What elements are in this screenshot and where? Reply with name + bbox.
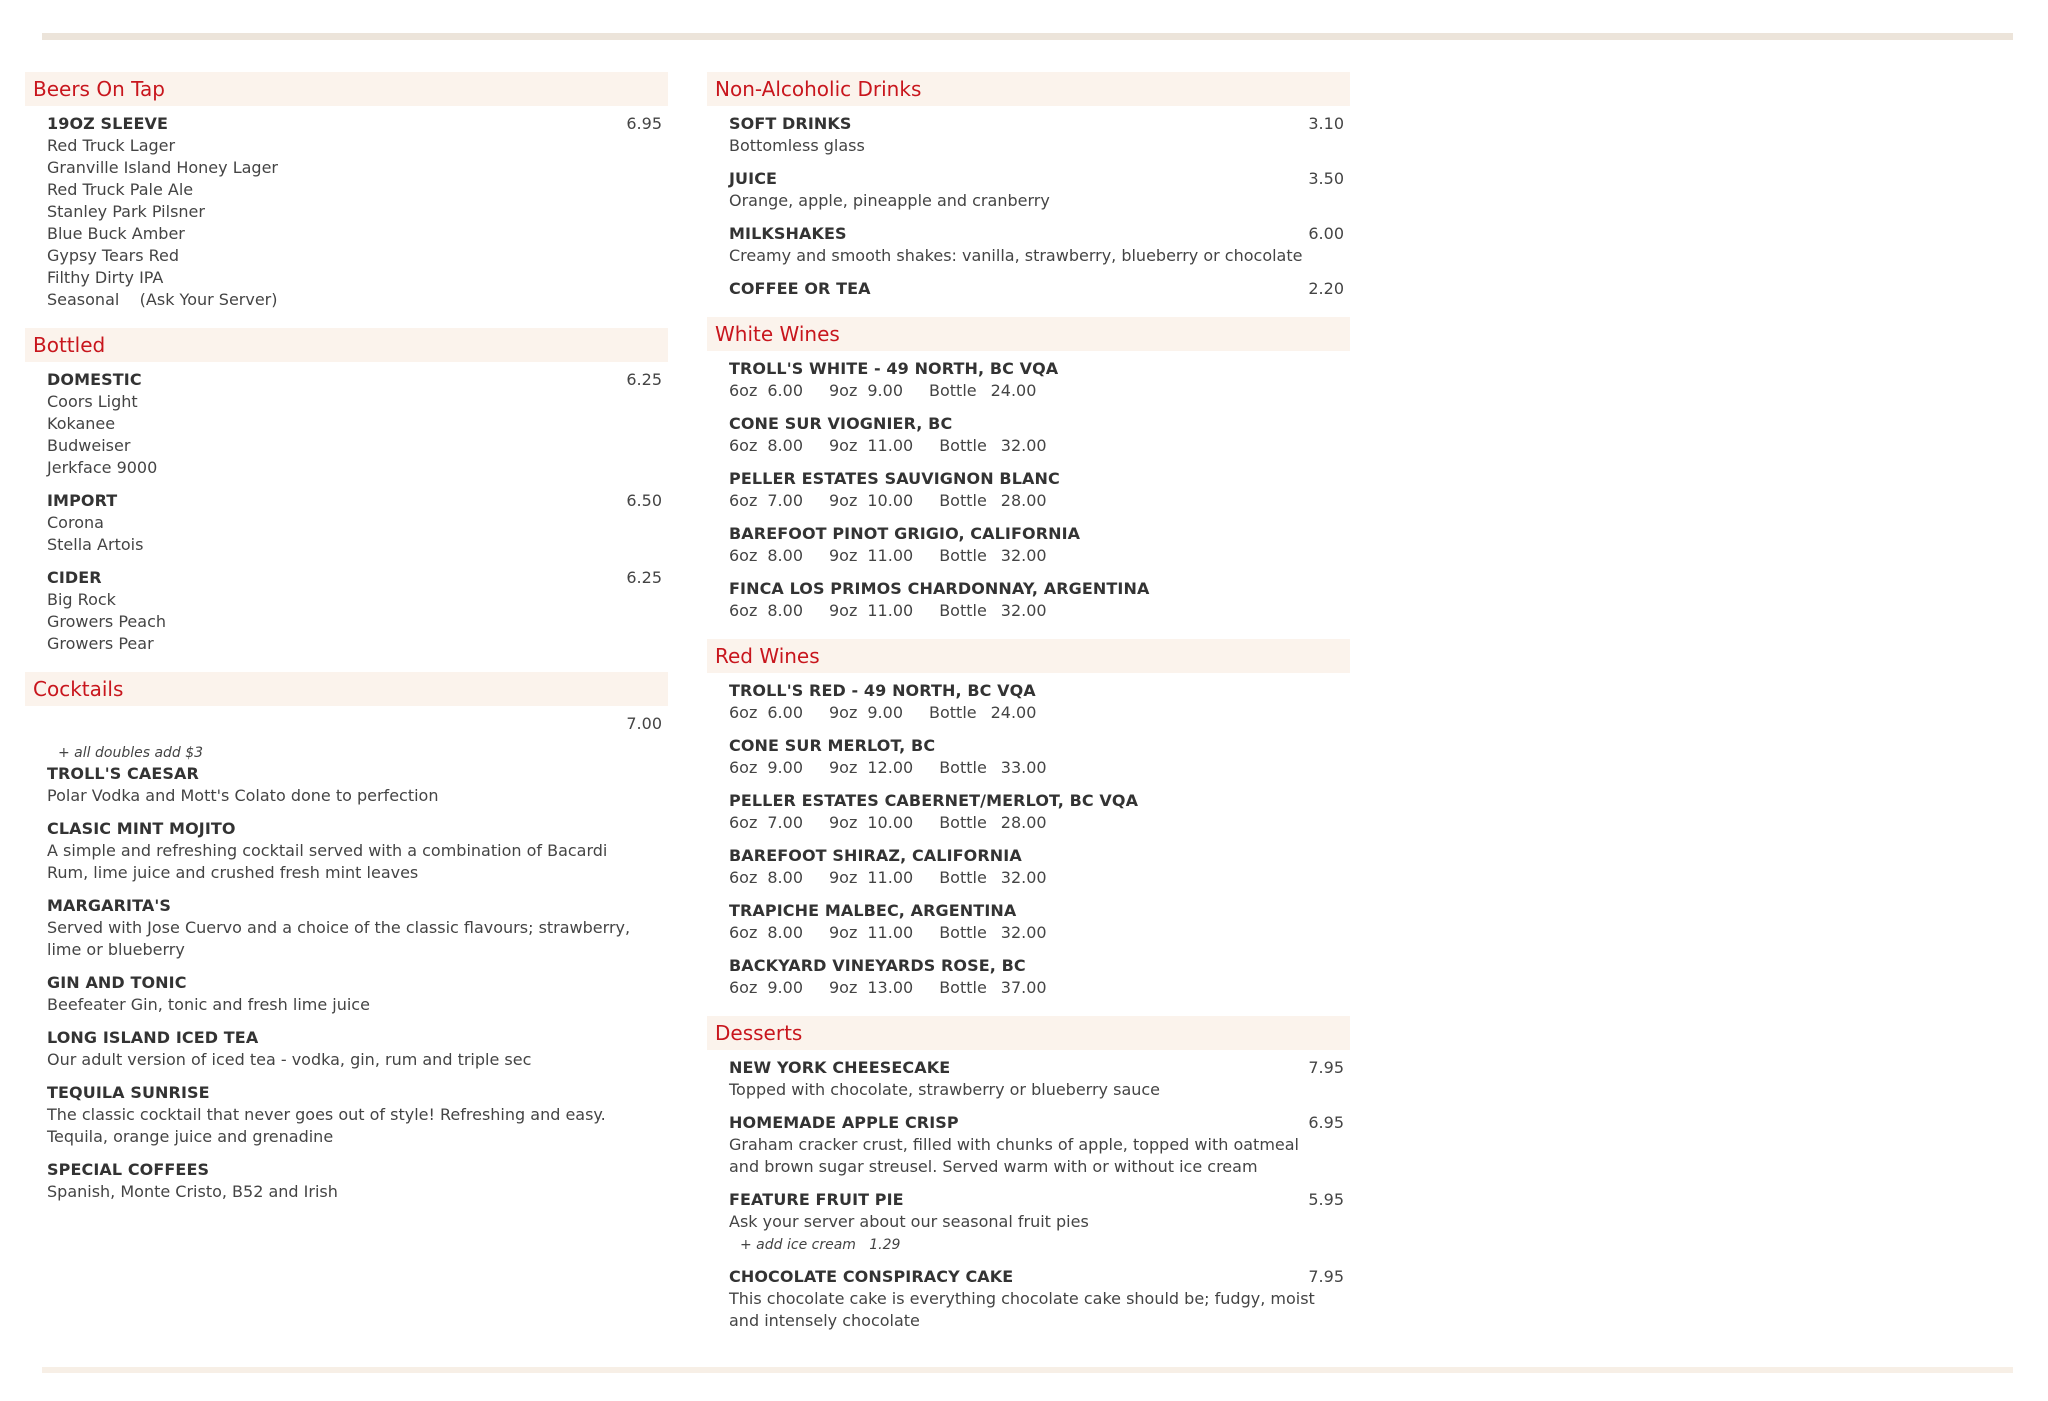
item-description: Topped with chocolate, strawberry or blueberry sauce (729, 1080, 1161, 1099)
item-price: 6.25 (626, 568, 662, 587)
price-9oz: 9.00 (867, 703, 903, 722)
wine-prices (729, 545, 1344, 567)
item-description: Spanish, Monte Cristo, B52 and Irish (47, 1182, 338, 1201)
list-item: Corona (47, 513, 104, 532)
cocktails-price: 7.00 (626, 714, 662, 733)
price-6oz: 8.00 (767, 546, 803, 565)
menu-item (47, 369, 662, 479)
wine-prices (729, 600, 1344, 622)
item-description: Polar Vodka and Mott's Colato done to perfection (47, 786, 439, 805)
size-label: 9oz (829, 381, 858, 400)
wine-prices (729, 702, 1344, 724)
wine-item (729, 900, 1344, 944)
item-name: SOFT DRINKS (729, 114, 852, 133)
item-price: 6.95 (1308, 1113, 1344, 1132)
wine-item (729, 955, 1344, 999)
size-label: Bottle (929, 703, 977, 722)
wine-item (729, 468, 1344, 512)
size-label: Bottle (939, 491, 987, 510)
section-title: Red Wines (707, 639, 1350, 673)
item-price: 6.50 (626, 491, 662, 510)
item-name: JUICE (729, 169, 778, 188)
size-label: 6oz (729, 813, 758, 832)
price-bottle: 32.00 (1000, 436, 1047, 455)
price-bottle: 24.00 (990, 703, 1037, 722)
item-price: 5.95 (1308, 1190, 1344, 1209)
section-title: Desserts (707, 1016, 1350, 1050)
price-bottle: 24.00 (990, 381, 1037, 400)
size-label: 6oz (729, 978, 758, 997)
price-bottle: 28.00 (1000, 491, 1047, 510)
item-price: 7.95 (1308, 1267, 1344, 1286)
item-name: CHOCOLATE CONSPIRACY CAKE (729, 1267, 1014, 1286)
price-bottle: 32.00 (1000, 546, 1047, 565)
size-label: Bottle (939, 546, 987, 565)
section-non-alcoholic (707, 72, 1350, 309)
price-6oz: 9.00 (767, 978, 803, 997)
price-9oz: 9.00 (867, 381, 903, 400)
wine-item (729, 680, 1344, 724)
price-9oz: 10.00 (867, 813, 914, 832)
item-name: HOMEMADE APPLE CRISP (729, 1113, 959, 1132)
list-item: Stella Artois (47, 535, 144, 554)
price-6oz: 8.00 (767, 436, 803, 455)
size-label: 9oz (829, 868, 858, 887)
section-red-wines (707, 639, 1350, 1008)
price-9oz: 13.00 (867, 978, 914, 997)
item-name: NEW YORK CHEESECAKE (729, 1058, 951, 1077)
price-bottle: 33.00 (1000, 758, 1047, 777)
price-6oz: 9.00 (767, 758, 803, 777)
list-item: Jerkface 9000 (47, 458, 158, 477)
size-label: 6oz (729, 601, 758, 620)
bottom-divider (42, 1367, 2013, 1373)
item-name: FINCA LOS PRIMOS CHARDONNAY, ARGENTINA (729, 579, 1150, 598)
price-9oz: 10.00 (867, 491, 914, 510)
size-label: Bottle (939, 436, 987, 455)
item-price: 7.95 (1308, 1058, 1344, 1077)
wine-item (729, 358, 1344, 402)
section-cocktails (25, 672, 668, 1212)
item-name: IMPORT (47, 491, 118, 510)
item-name: BAREFOOT PINOT GRIGIO, CALIFORNIA (729, 524, 1081, 543)
wine-prices (729, 922, 1344, 944)
size-label: 9oz (829, 813, 858, 832)
item-name: GIN AND TONIC (47, 973, 187, 992)
size-label: 9oz (829, 923, 858, 942)
menu-item (47, 1027, 662, 1071)
item-description: Creamy and smooth shakes: vanilla, strawberry, blueberry or chocolate (729, 246, 1303, 265)
section-desserts (707, 1016, 1350, 1341)
item-name: CLASIC MINT MOJITO (47, 819, 236, 838)
list-item: Gypsy Tears Red (47, 246, 180, 265)
menu-item (47, 763, 662, 807)
menu-item (729, 278, 1344, 300)
wine-prices (729, 812, 1344, 834)
list-item: Filthy Dirty IPA (47, 268, 164, 287)
item-name: TROLL'S WHITE - 49 NORTH, BC VQA (729, 359, 1059, 378)
size-label: Bottle (939, 978, 987, 997)
menu-item (47, 818, 662, 884)
item-description: Beefeater Gin, tonic and fresh lime juice (47, 995, 370, 1014)
size-label: 9oz (829, 978, 858, 997)
item-name: TRAPICHE MALBEC, ARGENTINA (729, 901, 1017, 920)
item-name: CONE SUR VIOGNIER, BC (729, 414, 953, 433)
list-item: Granville Island Honey Lager (47, 158, 278, 177)
item-price: 6.95 (626, 114, 662, 133)
item-name: BACKYARD VINEYARDS ROSE, BC (729, 956, 1026, 975)
size-label: 6oz (729, 381, 758, 400)
list-item: Budweiser (47, 436, 131, 455)
item-description: This chocolate cake is everything chocolate cake should be; fudgy, moist and intensely chocolate (729, 1289, 1315, 1330)
item-description: The classic cocktail that never goes out of style! Refreshing and easy. Tequila, orange juice and grenadine (47, 1105, 606, 1146)
wine-prices (729, 757, 1344, 779)
size-label: Bottle (939, 601, 987, 620)
price-bottle: 32.00 (1000, 868, 1047, 887)
size-label: 6oz (729, 491, 758, 510)
section-white-wines (707, 317, 1350, 631)
ice-cream-note: + add ice cream 1.29 (740, 1237, 901, 1253)
list-item: Coors Light (47, 392, 138, 411)
menu-item (729, 113, 1344, 157)
item-name: TROLL'S RED - 49 NORTH, BC VQA (729, 681, 1036, 700)
menu-item (47, 972, 662, 1016)
wine-item (729, 523, 1344, 567)
menu-item (47, 567, 662, 655)
price-9oz: 11.00 (867, 923, 914, 942)
item-name: TROLL'S CAESAR (47, 764, 199, 783)
item-name: MARGARITA'S (47, 896, 171, 915)
item-name: 19OZ SLEEVE (47, 114, 169, 133)
size-label: 9oz (829, 601, 858, 620)
item-name: BAREFOOT SHIRAZ, CALIFORNIA (729, 846, 1022, 865)
doubles-note: + all doubles add $3 (58, 745, 204, 761)
menu-item (729, 1057, 1344, 1101)
size-label: Bottle (939, 758, 987, 777)
price-6oz: 8.00 (767, 868, 803, 887)
wine-item (729, 735, 1344, 779)
list-item: Kokanee (47, 414, 116, 433)
size-label: 6oz (729, 923, 758, 942)
item-description: Ask your server about our seasonal fruit pies (729, 1212, 1089, 1231)
price-bottle: 32.00 (1000, 923, 1047, 942)
wine-item (729, 413, 1344, 457)
menu-item (729, 223, 1344, 267)
price-6oz: 8.00 (767, 601, 803, 620)
price-6oz: 8.00 (767, 923, 803, 942)
wine-prices (729, 867, 1344, 889)
wine-prices (729, 380, 1344, 402)
price-6oz: 6.00 (767, 703, 803, 722)
list-item: Blue Buck Amber (47, 224, 185, 243)
item-name: DOMESTIC (47, 370, 142, 389)
price-9oz: 12.00 (867, 758, 914, 777)
wine-prices (729, 435, 1344, 457)
menu-item (729, 1266, 1344, 1332)
price-9oz: 11.00 (867, 868, 914, 887)
size-label: 6oz (729, 546, 758, 565)
list-item: Stanley Park Pilsner (47, 202, 205, 221)
item-name: COFFEE OR TEA (729, 279, 871, 298)
item-description: Orange, apple, pineapple and cranberry (729, 191, 1050, 210)
section-title: Cocktails (25, 672, 668, 706)
price-6oz: 7.00 (767, 491, 803, 510)
menu-item (47, 490, 662, 556)
item-name: TEQUILA SUNRISE (47, 1083, 210, 1102)
item-name: LONG ISLAND ICED TEA (47, 1028, 259, 1047)
item-name: CIDER (47, 568, 102, 587)
menu-item (47, 1159, 662, 1203)
section-title: White Wines (707, 317, 1350, 351)
item-name: CONE SUR MERLOT, BC (729, 736, 936, 755)
price-6oz: 7.00 (767, 813, 803, 832)
price-bottle: 32.00 (1000, 601, 1047, 620)
wine-prices (729, 977, 1344, 999)
wine-item (729, 578, 1344, 622)
price-bottle: 37.00 (1000, 978, 1047, 997)
list-item: Growers Pear (47, 634, 154, 653)
size-label: 6oz (729, 703, 758, 722)
list-item: Red Truck Lager (47, 136, 176, 155)
top-divider (42, 33, 2013, 40)
item-name: SPECIAL COFFEES (47, 1160, 210, 1179)
section-title: Beers On Tap (25, 72, 668, 106)
size-label: 9oz (829, 758, 858, 777)
menu-item (47, 895, 662, 961)
section-title: Non-Alcoholic Drinks (707, 72, 1350, 106)
item-price: 3.10 (1308, 114, 1344, 133)
item-name: MILKSHAKES (729, 224, 847, 243)
size-label: 9oz (829, 546, 858, 565)
size-label: Bottle (939, 813, 987, 832)
menu-item (729, 1189, 1344, 1255)
wine-item (729, 845, 1344, 889)
section-title: Bottled (25, 328, 668, 362)
item-name: PELLER ESTATES SAUVIGNON BLANC (729, 469, 1060, 488)
size-label: Bottle (929, 381, 977, 400)
item-name: PELLER ESTATES CABERNET/MERLOT, BC VQA (729, 791, 1139, 810)
item-price: 6.25 (626, 370, 662, 389)
item-name: FEATURE FRUIT PIE (729, 1190, 904, 1209)
left-column (25, 72, 668, 1220)
menu-item (729, 1112, 1344, 1178)
price-9oz: 11.00 (867, 436, 914, 455)
list-item: Growers Peach (47, 612, 167, 631)
item-price: 6.00 (1308, 224, 1344, 243)
price-6oz: 6.00 (767, 381, 803, 400)
size-label: 6oz (729, 868, 758, 887)
wine-prices (729, 490, 1344, 512)
size-label: 9oz (829, 436, 858, 455)
list-item: Big Rock (47, 590, 116, 609)
menu-item (729, 168, 1344, 212)
menu-item (47, 113, 662, 311)
item-description: Our adult version of iced tea - vodka, gin, rum and triple sec (47, 1050, 532, 1069)
list-item: Seasonal (Ask Your Server) (47, 290, 278, 309)
section-beers-on-tap (25, 72, 668, 320)
wine-item (729, 790, 1344, 834)
size-label: 6oz (729, 436, 758, 455)
price-9oz: 11.00 (867, 546, 914, 565)
menu-item (47, 1082, 662, 1148)
item-description: Graham cracker crust, filled with chunks of apple, topped with oatmeal and brown sugar streusel. Served warm with or without ice cream (729, 1135, 1299, 1176)
size-label: 9oz (829, 491, 858, 510)
item-price: 2.20 (1308, 279, 1344, 298)
list-item: Red Truck Pale Ale (47, 180, 194, 199)
item-description: Bottomless glass (729, 136, 865, 155)
size-label: Bottle (939, 923, 987, 942)
section-bottled (25, 328, 668, 664)
size-label: 9oz (829, 703, 858, 722)
size-label: Bottle (939, 868, 987, 887)
size-label: 6oz (729, 758, 758, 777)
item-price: 3.50 (1308, 169, 1344, 188)
item-description: Served with Jose Cuervo and a choice of the classic flavours; strawberry, lime or blueberry (47, 918, 631, 959)
price-bottle: 28.00 (1000, 813, 1047, 832)
price-9oz: 11.00 (867, 601, 914, 620)
item-description: A simple and refreshing cocktail served with a combination of Bacardi Rum, lime juice and crushed fresh mint leaves (47, 841, 608, 882)
middle-column (707, 72, 1350, 1349)
